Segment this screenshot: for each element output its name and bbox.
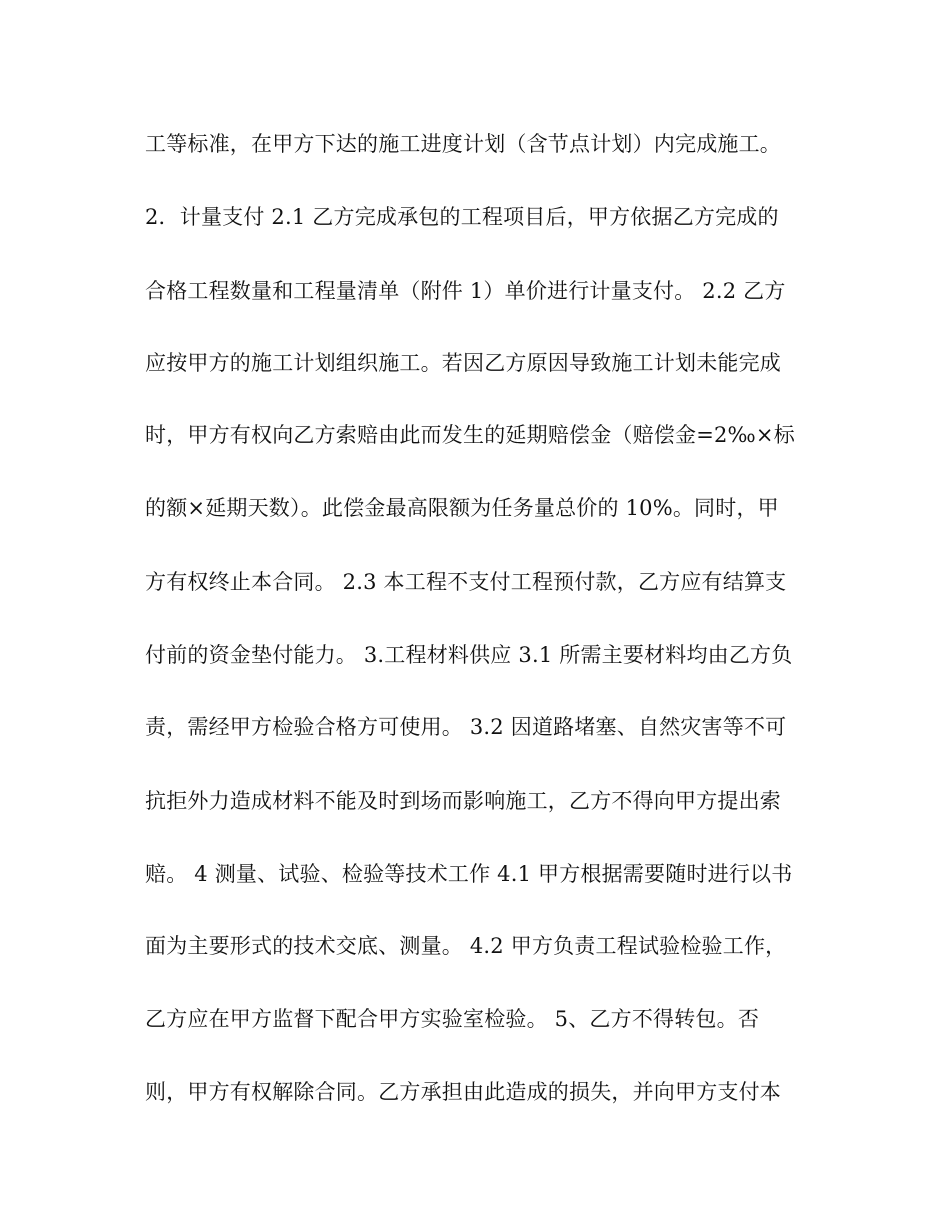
text-line: 时，甲方有权向乙方索赔由此而发生的延期赔偿金（赔偿金=2‰×标 xyxy=(145,423,795,447)
text-line: 抗拒外力造成材料不能及时到场而影响施工，乙方不得向甲方提出索 xyxy=(145,789,781,813)
text-line: 方有权终止本合同。 2.3 本工程不支付工程预付款，乙方应有结算支 xyxy=(145,570,787,594)
text-line: 工等标准，在甲方下达的施工进度计划（含节点计划）内完成施工。 xyxy=(145,132,781,156)
text-line: 面为主要形式的技术交底、测量。 4.2 甲方负责工程试验检验工作， xyxy=(145,934,787,958)
text-line: 乙方应在甲方监督下配合甲方实验室检验。 5、乙方不得转包。否 xyxy=(145,1007,760,1031)
text-line: 赔。 4 测量、试验、检验等技术工作 4.1 甲方根据需要随时进行以书 xyxy=(145,862,793,886)
text-line: 责，需经甲方检验合格方可使用。 3.2 因道路堵塞、自然灾害等不可 xyxy=(145,715,787,739)
text-line: 应按甲方的施工计划组织施工。若因乙方原因导致施工计划未能完成 xyxy=(145,351,781,375)
text-line: 则，甲方有权解除合同。乙方承担由此造成的损失，并向甲方支付本 xyxy=(145,1080,781,1104)
text-line: 合格工程数量和工程量清单（附件 1）单价进行计量支付。 2.2 乙方 xyxy=(145,279,786,303)
text-line: 2．计量支付 2.1 乙方完成承包的工程项目后，甲方依据乙方完成的 xyxy=(145,205,779,229)
text-line: 的额×延期天数）。此偿金最高限额为任务量总价的 10%。同时，甲 xyxy=(145,496,779,520)
text-line: 付前的资金垫付能力。 3.工程材料供应 3.1 所需主要材料均由乙方负 xyxy=(145,643,793,667)
